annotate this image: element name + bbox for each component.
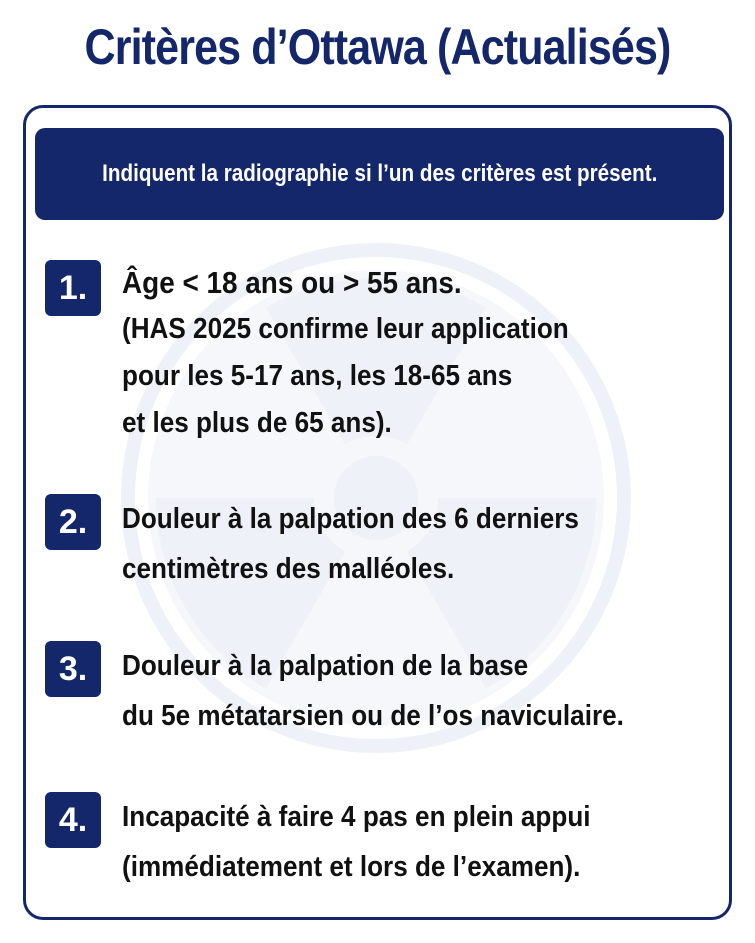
- criterion-line: Incapacité à faire 4 pas en plein appui: [122, 801, 591, 833]
- criterion-line: pour les 5-17 ans, les 18-65 ans: [122, 360, 513, 392]
- instruction-banner: [35, 128, 724, 220]
- criterion-line: Douleur à la palpation des 6 derniers: [122, 503, 579, 535]
- criterion-number: 1.: [45, 260, 101, 316]
- criterion-line: et les plus de 65 ans).: [122, 407, 392, 439]
- criterion-text: [122, 494, 662, 594]
- page-title: Critères d’Ottawa (Actualisés): [84, 19, 671, 75]
- criterion-text: [122, 260, 662, 447]
- criterion-number: 2.: [45, 494, 101, 550]
- criterion-line: (HAS 2025 confirme leur application: [122, 313, 569, 345]
- criterion-text: [122, 792, 662, 892]
- criterion-text: [122, 641, 662, 741]
- criterion-number: 4.: [45, 792, 101, 848]
- criterion-number: 3.: [45, 641, 101, 697]
- criteria-card: [23, 105, 732, 920]
- banner-text: Indiquent la radiographie si l’un des critères est présent.: [101, 160, 658, 187]
- criterion-line: (immédiatement et lors de l’examen).: [122, 851, 581, 883]
- criterion-line: du 5e métatarsien ou de l’os naviculaire.: [122, 700, 624, 732]
- criterion-line: centimètres des malléoles.: [122, 553, 455, 585]
- criterion-line: Douleur à la palpation de la base: [122, 650, 529, 682]
- criterion-line: Âge < 18 ans ou > 55 ans.: [122, 265, 462, 300]
